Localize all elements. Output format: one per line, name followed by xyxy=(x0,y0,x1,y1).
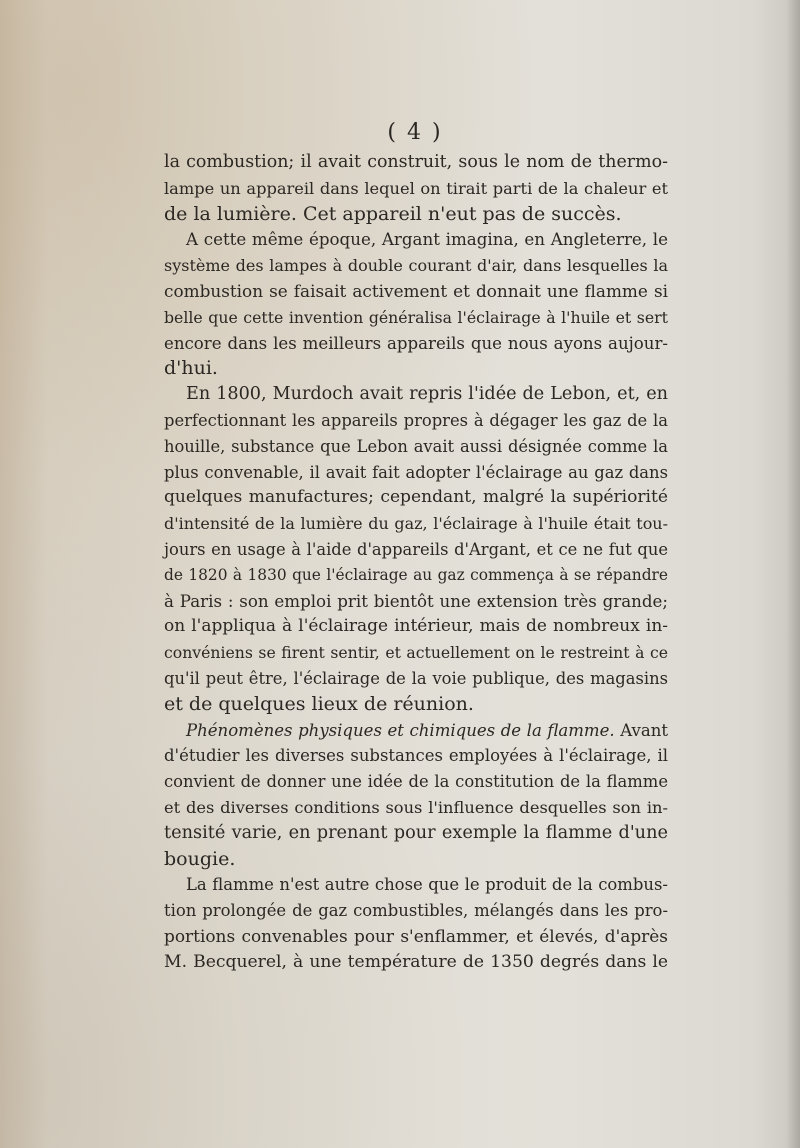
text-line: encore dans les meilleurs appareils que nous ayons aujour- xyxy=(164,333,668,353)
text-line: convéniens se firent sentir, et actuellement on le restreint à ce xyxy=(164,643,668,663)
text-line: et de quelques lieux de réunion. xyxy=(164,692,474,715)
text-line: bougie. xyxy=(164,847,236,870)
text-line: En 1800, Murdoch avait repris l'idée de Lebon, et, en xyxy=(186,384,668,405)
text-line: tensité varie, en prenant pour exemple la flamme d'une xyxy=(164,822,668,843)
section-heading-line xyxy=(164,718,668,744)
section-heading: Phénomènes physiques et chimiques de la flamme. xyxy=(186,720,615,740)
text-line: de la lumière. Cet appareil n'eut pas de succès. xyxy=(164,202,622,225)
text-line: perfectionnant les appareils propres à dégager les gaz de la xyxy=(164,410,668,430)
text-line: de 1820 à 1830 que l'éclairage au gaz commença à se répandre xyxy=(164,565,668,584)
page-number: ( 4 ) xyxy=(387,120,443,145)
text-line: d'intensité de la lumière du gaz, l'éclairage à l'huile était tou- xyxy=(164,514,668,534)
text-fragment: Avant xyxy=(620,720,668,740)
text-line: d'hui. xyxy=(164,357,218,380)
text-line: combustion se faisait activement et donnait une flamme si xyxy=(164,280,668,301)
text-line: portions convenables pour s'enflammer, et élevés, d'après xyxy=(164,925,668,946)
text-line: houille, substance que Lebon avait aussi désignée comme la xyxy=(164,436,668,456)
text-line: on l'appliqua à l'éclairage intérieur, mais de nombreux in- xyxy=(164,616,668,637)
text-line: la combustion; il avait construit, sous le nom de thermo- xyxy=(164,152,668,172)
text-line: qu'il peut être, l'éclairage de la voie publique, des magasins xyxy=(164,668,668,688)
text-line: convient de donner une idée de la constitution de la flamme xyxy=(164,772,668,792)
text-line: plus convenable, il avait fait adopter l'éclairage au gaz dans xyxy=(164,462,668,482)
page-edge-shadow xyxy=(786,0,800,1148)
body-text xyxy=(164,150,668,976)
text-line: à Paris : son emploi prit bientôt une extension très grande; xyxy=(164,591,668,611)
text-line: jours en usage à l'aide d'appareils d'Argant, et ce ne fut que xyxy=(164,539,668,559)
text-line: quelques manufactures; cependant, malgré la supériorité xyxy=(164,487,668,508)
text-line: système des lampes à double courant d'air, dans lesquelles la xyxy=(164,256,668,276)
text-line: d'étudier les diverses substances employées à l'éclairage, il xyxy=(164,746,668,766)
text-line: A cette même époque, Argant imagina, en Angleterre, le xyxy=(186,230,668,250)
text-line: belle que cette invention généralisa l'éclairage à l'huile et sert xyxy=(164,307,668,327)
text-line: La flamme n'est autre chose que le produit de la combus- xyxy=(186,875,668,895)
text-line: M. Becquerel, à une température de 1350 degrés dans le xyxy=(164,951,668,972)
text-line: lampe un appareil dans lequel on tirait parti de la chaleur et xyxy=(164,178,668,198)
text-line: tion prolongée de gaz combustibles, mélangés dans les pro- xyxy=(164,901,668,921)
text-line: et des diverses conditions sous l'influence desquelles son in- xyxy=(164,797,668,817)
